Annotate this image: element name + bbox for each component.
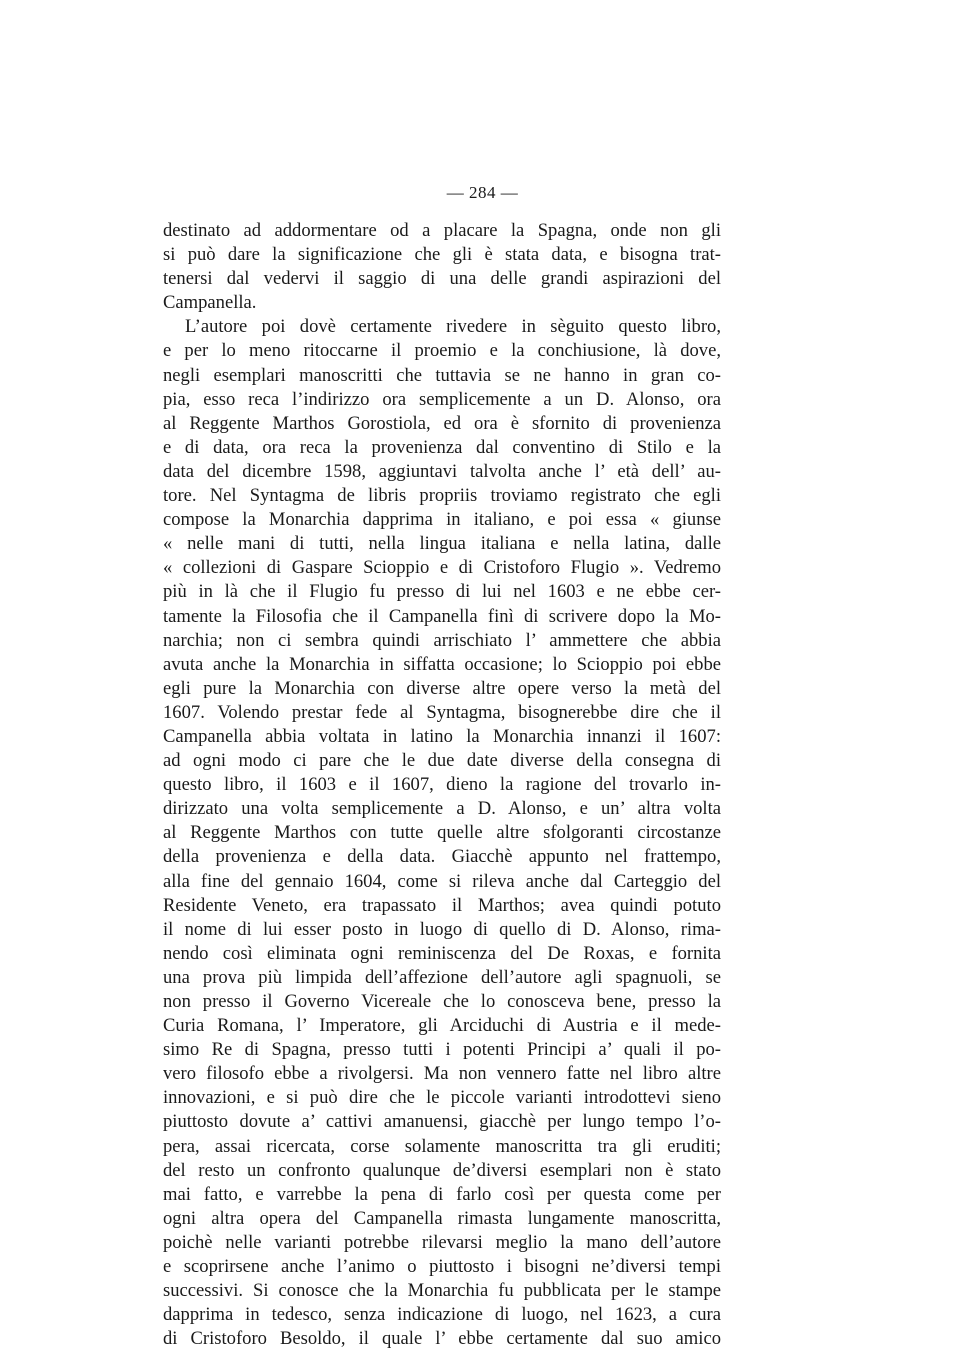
text-line: si può dare la significazione che gli è stata data, e bisogna trat-: [163, 244, 721, 266]
text-line: Campanella abbia voltata in latino la Monarchia innanzi il 1607:: [163, 725, 721, 747]
text-line: successivi. Si conosce che la Monarchia fu pubblicata per le stampe: [163, 1280, 721, 1302]
text-line: nendo così eliminata ogni reminiscenza del De Roxas, e fornita: [163, 942, 721, 964]
text-line: dapprima in tedesco, senza indicazione di luogo, nel 1623, a cura: [163, 1304, 721, 1326]
text-line: egli pure la Monarchia con diverse altre opere verso la metà del: [163, 677, 721, 699]
text-line: destinato ad addormentare od a placare la Spagna, onde non gli: [163, 220, 721, 241]
text-line: pia, esso reca l’indirizzo ora semplicemente a un D. Alonso, ora: [163, 388, 721, 410]
text-line: 1607. Volendo prestar fede al Syntagma, bisognerebbe dire che il: [163, 701, 721, 723]
text-line: al Reggente Marthos con tutte quelle altre sfolgoranti circostanze: [163, 822, 721, 844]
text-line: tamente la Filosofia che il Campanella finì di scrivere dopo la Mo-: [163, 605, 721, 627]
text-line: compose la Monarchia dapprima in italiano, e poi essa « giunse: [163, 509, 721, 531]
text-line: negli esemplari manoscritti che tuttavia se ne hanno in gran co-: [163, 364, 721, 386]
text-line: e di data, ora reca la provenienza dal conventino di Stilo e la: [163, 436, 721, 458]
text-line: al Reggente Marthos Gorostiola, ed ora è sfornito di provenienza: [163, 412, 721, 434]
body-text: [163, 219, 721, 1351]
text-line: della provenienza e della data. Giacchè appunto nel frattempo,: [163, 846, 721, 868]
text-line: il nome di lui esser posto in luogo di quello di D. Alonso, rima-: [163, 918, 721, 940]
text-line: di Cristoforo Besoldo, il quale l’ ebbe certamente dal suo amico: [163, 1328, 721, 1350]
text-line: « collezioni di Gaspare Scioppio e di Cristoforo Flugio ». Vedremo: [163, 557, 721, 579]
text-line: pera, assai ricercata, corse solamente manoscritta tra gli eruditi;: [163, 1135, 721, 1157]
text-line: dirizzato una volta semplicemente a D. Alonso, e un’ altra volta: [163, 798, 721, 820]
text-line: una prova più limpida dell’affezione dell’autore agli spagnuoli, se: [163, 966, 721, 988]
text-line: piuttosto dovute a’ cattivi amanuensi, giacchè per lungo tempo l’o-: [163, 1111, 721, 1133]
text-line: Residente Veneto, era trapassato il Marthos; avea quindi potuto: [163, 894, 721, 916]
text-line: avuta anche la Monarchia in siffatta occasione; lo Scioppio poi ebbe: [163, 653, 721, 675]
text-line: simo Re di Spagna, presso tutti i potenti Principi a’ quali il po-: [163, 1039, 721, 1061]
text-line: mai fatto, e varrebbe la pena di farlo così per questa come per: [163, 1183, 721, 1205]
text-line: più in là che il Flugio fu presso di lui nel 1603 e ne ebbe cer-: [163, 581, 721, 603]
text-line: e scoprirsene anche l’animo o piuttosto i bisogni ne’diversi tempi: [163, 1256, 721, 1278]
text-line: L’autore poi dovè certamente rivedere in sèguito questo libro,: [185, 316, 721, 338]
text-line: innovazioni, e si può dire che le piccole varianti introdottevi sieno: [163, 1087, 721, 1109]
text-line: tenersi dal vedervi il saggio di una delle grandi aspirazioni del: [163, 268, 721, 290]
text-line: Curia Romana, l’ Imperatore, gli Arciduchi di Austria e il mede-: [163, 1015, 721, 1037]
text-line: vero filosofo ebbe a rivolgersi. Ma non vennero fatte nel libro altre: [163, 1063, 721, 1085]
text-line: del resto un confronto qualunque de’diversi esemplari non è stato: [163, 1159, 721, 1181]
text-line: data del dicembre 1598, aggiuntavi talvolta anche l’ età dell’ au-: [163, 460, 721, 482]
text-line: tore. Nel Syntagma de libris propriis troviamo registrato che egli: [163, 485, 721, 507]
text-line: non presso il Governo Vicereale che lo conosceva bene, presso la: [163, 991, 721, 1012]
text-line: e per lo meno ritoccarne il proemio e la conchiusione, là dove,: [163, 340, 721, 362]
text-line: « nelle mani di tutti, nella lingua italiana e nella latina, dalle: [163, 533, 721, 555]
text-line: poichè nelle varianti potrebbe rilevarsi meglio la mano dell’autore: [163, 1231, 721, 1253]
text-line: questo libro, il 1603 e il 1607, dieno la ragione del trovarlo in-: [163, 774, 721, 796]
page-number: — 284 —: [446, 183, 519, 202]
text-line: ogni altra opera del Campanella rimasta lungamente manoscritta,: [163, 1207, 721, 1229]
text-line: ad ogni modo ci pare che le due date diverse della consegna di: [163, 750, 721, 772]
text-line: alla fine del gennaio 1604, come si rileva anche dal Carteggio del: [163, 870, 721, 892]
text-line: narchia; non ci sembra quindi arrischiato l’ ammettere che abbia: [163, 629, 721, 651]
text-line: Campanella.: [163, 292, 257, 314]
